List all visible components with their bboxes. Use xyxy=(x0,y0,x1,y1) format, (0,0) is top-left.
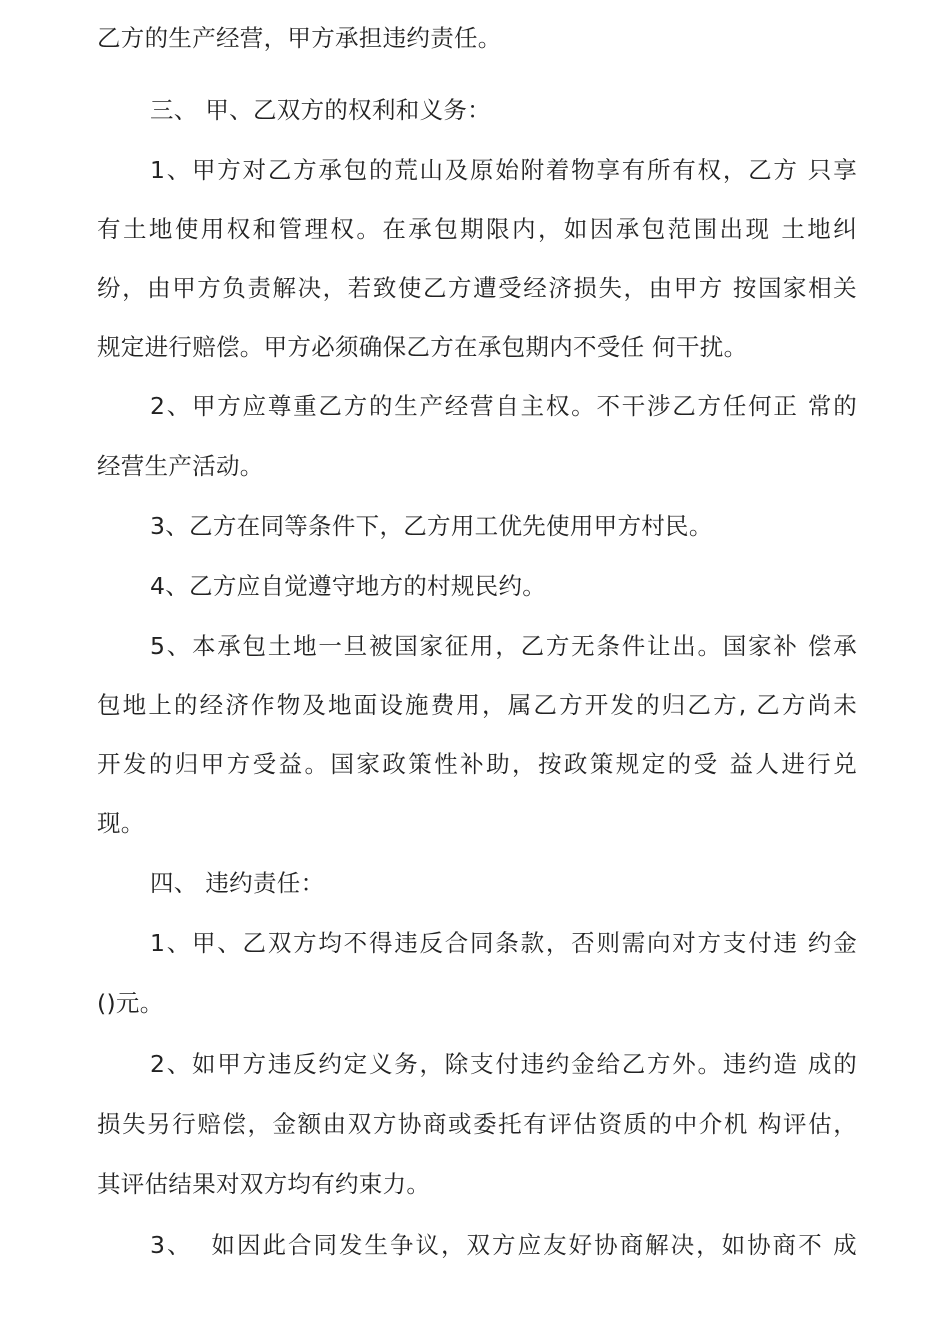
text-line: 2、甲方应尊重乙方的生产经营自主权。不干涉乙方任何正 常的 xyxy=(150,392,857,420)
section-heading: 四、 违约责任： xyxy=(150,869,325,897)
text-line: 3、乙方在同等条件下，乙方用工优先使用甲方村民。 xyxy=(150,512,713,540)
text-line: ()元。 xyxy=(97,989,164,1017)
text-line: 包地上的经济作物及地面设施费用，属乙方开发的归乙方, 乙方尚未 xyxy=(97,691,857,719)
text-line: 有土地使用权和管理权。在承包期限内，如因承包范围出现 土地纠 xyxy=(97,215,857,243)
text-line: 纷，由甲方负责解决，若致使乙方遭受经济损失，由甲方 按国家相关 xyxy=(97,274,857,302)
text-line: 乙方的生产经营，甲方承担违约责任。 xyxy=(97,24,502,52)
text-line: 经营生产活动。 xyxy=(97,452,264,480)
text-line: 1、甲、乙双方均不得违反合同条款，否则需向对方支付违 约金 xyxy=(150,929,857,957)
text-line: 1、甲方对乙方承包的荒山及原始附着物享有所有权，乙方 只享 xyxy=(150,156,857,184)
text-line: 2、如甲方违反约定义务，除支付违约金给乙方外。违约造 成的 xyxy=(150,1050,857,1078)
text-line: 4、乙方应自觉遵守地方的村规民约。 xyxy=(150,572,547,600)
text-line: 开发的归甲方受益。国家政策性补助，按政策规定的受 益人进行兑 xyxy=(97,750,857,778)
text-line: 其评估结果对双方均有约束力。 xyxy=(97,1170,431,1198)
text-line: 现。 xyxy=(97,809,145,837)
section-heading: 三、 甲、乙双方的权利和义务： xyxy=(150,96,491,124)
text-line: 5、本承包土地一旦被国家征用，乙方无条件让出。国家补 偿承 xyxy=(150,632,857,660)
text-line: 损失另行赔偿，金额由双方协商或委托有评估资质的中介机 构评估， xyxy=(97,1110,857,1138)
text-line: 规定进行赔偿。甲方必须确保乙方在承包期内不受任 何干扰。 xyxy=(97,333,748,361)
text-line: 3、 如因此合同发生争议，双方应友好协商解决，如协商不 成 xyxy=(150,1231,857,1259)
